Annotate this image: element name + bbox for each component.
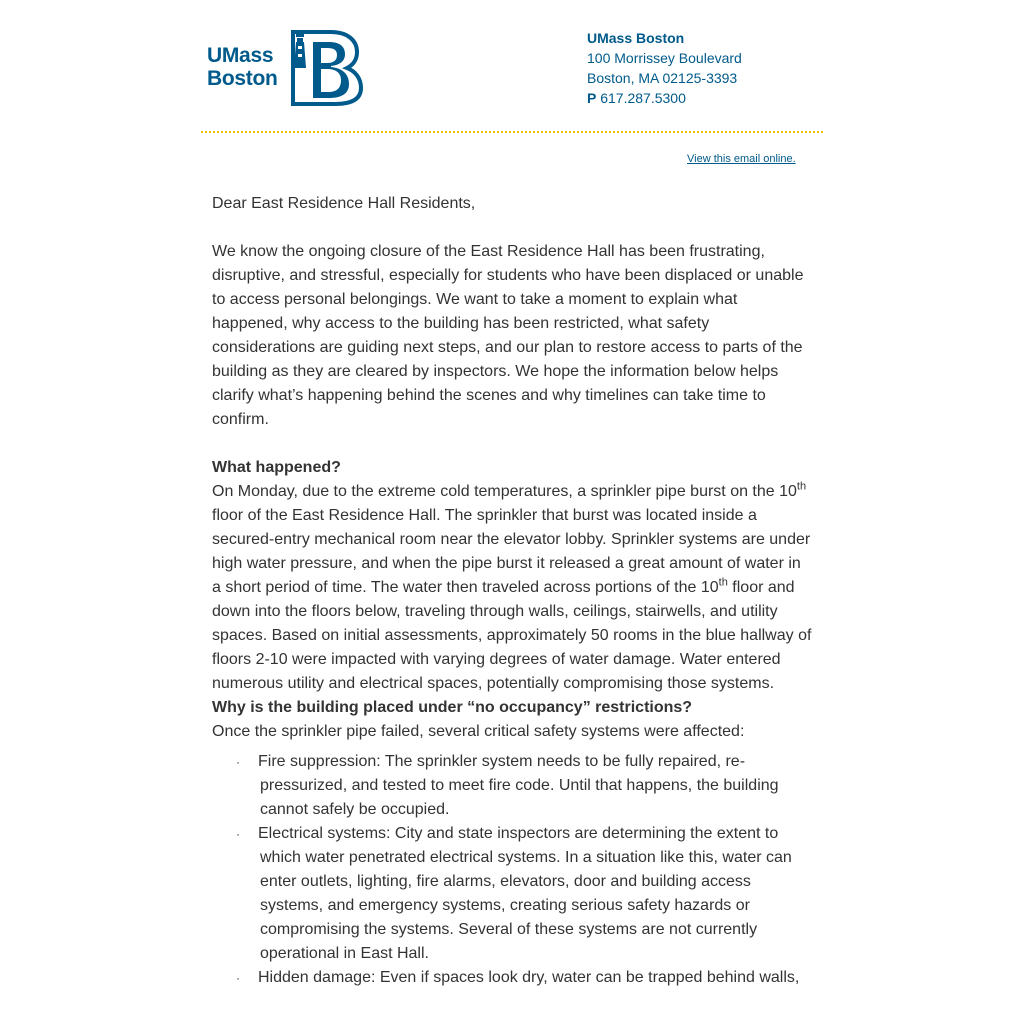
- ordinal-suffix-a: th: [796, 480, 807, 493]
- email-header: [201, 0, 823, 134]
- email-body: [212, 192, 812, 990]
- list-item: [212, 822, 812, 966]
- logo-line-2: Boston: [207, 67, 278, 90]
- list-item-text: Hidden damage: Even if spaces look dry, water can be trapped behind walls,: [258, 969, 800, 986]
- view-online-link[interactable]: View this email online.: [687, 153, 796, 165]
- ordinal-suffix-b: th: [718, 576, 728, 589]
- what-happened-paragraph: [212, 480, 812, 696]
- bullet-dot: ·: [236, 971, 240, 985]
- greeting: Dear East Residence Hall Residents,: [212, 195, 476, 212]
- phone-line: [587, 88, 742, 108]
- bullet-dot: ·: [236, 827, 240, 841]
- header-divider: [201, 131, 823, 133]
- intro-paragraph: We know the ongoing closure of the East Residence Hall has been frustrating, disruptive, and stressful, especially for students who have been displaced or unable to access personal belongings. We want to take a moment to explain what happened, why access to the building has been restricted, what safety considerations are guiding next steps, and our plan to restore access to parts of the building as they are cleared by inspectors. We hope the information below helps clarify what’s happening behind the scenes and why timelines can take time to confirm.: [212, 243, 804, 428]
- what-happened-text-a: On Monday, due to the extreme cold temperatures, a sprinkler pipe burst on the 10: [212, 483, 797, 500]
- phone-label: P: [587, 90, 597, 106]
- what-happened-text-c: floor and down into the floors below, traveling through walls, ceilings, stairwells, and utility spaces. Based on initial assessments, approximately 50 rooms in the blue hallway of floors 2-10 were impacted with varying degrees of water damage. Water entered numerous utility and electrical spaces, potentially compromising those systems.: [212, 579, 812, 692]
- safety-systems-list: [212, 750, 812, 990]
- list-item: [212, 966, 812, 990]
- address-line-2: Boston, MA 02125-3393: [587, 70, 738, 86]
- logo-wordmark: [207, 44, 278, 90]
- list-item-text: Electrical systems: City and state inspectors are determining the extent to which water penetrated electrical systems. In a situation like this, water can enter outlets, lighting, fire alarms, elevators, door and building access systems, and emergency systems, creating serious safety hazards or compromising the systems. Several of these systems are not currently operational in East Hall.: [258, 825, 792, 962]
- phone-number: 617.287.5300: [600, 90, 686, 106]
- umass-boston-logo: [207, 28, 367, 106]
- no-occupancy-lead: Once the sprinkler pipe failed, several critical safety systems were affected:: [212, 723, 745, 740]
- lighthouse-b-icon: [287, 28, 363, 106]
- list-item: [212, 750, 812, 822]
- what-happened-text-b: floor of the East Residence Hall. The sprinkler that burst was located inside a secured-entry mechanical room near the elevator lobby. Sprinkler systems are under high water pressure, and when the pipe burst it released a great amount of water in a short period of time. The water then traveled across portions of the 10: [212, 507, 811, 596]
- logo-line-1: UMass: [207, 44, 274, 67]
- section-heading-what-happened: What happened?: [212, 459, 341, 476]
- org-name: UMass Boston: [587, 30, 685, 46]
- bullet-dot: ·: [236, 755, 240, 769]
- address-line-1: 100 Morrissey Boulevard: [587, 50, 742, 66]
- list-item-text: Fire suppression: The sprinkler system needs to be fully repaired, re-pressurized, and tested to meet fire code. Until that happens, the building cannot safely be occupied.: [258, 753, 779, 818]
- sender-address: [587, 28, 742, 108]
- section-heading-no-occupancy: Why is the building placed under “no occupancy” restrictions?: [212, 699, 693, 716]
